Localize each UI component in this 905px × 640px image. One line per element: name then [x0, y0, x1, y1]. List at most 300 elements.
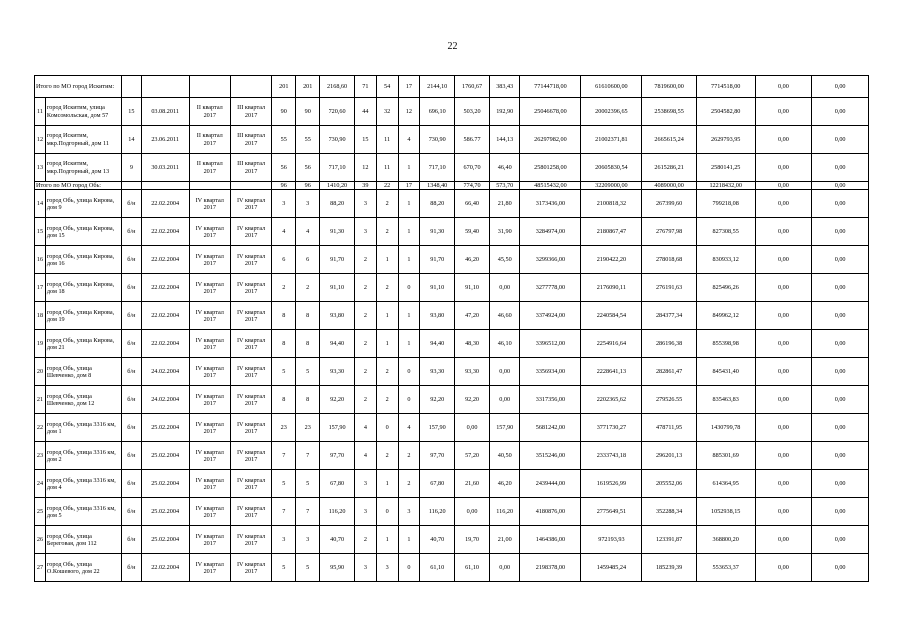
value-cell: 123391,87	[642, 526, 696, 554]
row-number-cell: 14	[35, 190, 46, 218]
value-cell: 0,00	[489, 554, 519, 582]
value-cell: 97,70	[420, 442, 455, 470]
value-cell: 2	[398, 442, 420, 470]
value-cell: 2	[355, 358, 377, 386]
value-cell: 5	[296, 358, 320, 386]
value-cell: 1	[398, 526, 420, 554]
value-cell: 46,20	[489, 470, 519, 498]
value-cell: 57,20	[455, 442, 490, 470]
value-cell: 32	[376, 98, 398, 126]
document-number-cell: б/н	[122, 470, 142, 498]
value-cell: 0,00	[812, 414, 869, 442]
address-cell: город Искитим, мкр.Подгорный, дом 11	[45, 126, 121, 154]
table-row	[35, 246, 869, 274]
total-value: 0,00	[812, 182, 869, 190]
value-cell: 478711,95	[642, 414, 696, 442]
document-number-cell: б/н	[122, 526, 142, 554]
value-cell: 1	[398, 246, 420, 274]
value-cell: 61,10	[455, 554, 490, 582]
row-number-cell: 21	[35, 386, 46, 414]
value-cell: 5	[296, 470, 320, 498]
end-quarter-cell: IV квартал 2017	[230, 498, 271, 526]
value-cell: 15	[355, 126, 377, 154]
value-cell: 5	[272, 554, 296, 582]
value-cell: 20605830,54	[581, 154, 642, 182]
start-quarter-cell: IV квартал 2017	[189, 274, 230, 302]
document-number-cell: б/н	[122, 442, 142, 470]
address-cell: город Обь, улица Кирова, дом 19	[45, 302, 121, 330]
value-cell: 0,00	[755, 302, 812, 330]
value-cell: 1	[398, 302, 420, 330]
value-cell: 0,00	[812, 330, 869, 358]
end-quarter-cell: IV квартал 2017	[230, 386, 271, 414]
start-quarter-cell: II квартал 2017	[189, 98, 230, 126]
table-row	[35, 498, 869, 526]
row-number-cell: 23	[35, 442, 46, 470]
table-row	[35, 414, 869, 442]
value-cell: 717,10	[420, 154, 455, 182]
value-cell: 0,00	[755, 554, 812, 582]
value-cell: 670,70	[455, 154, 490, 182]
value-cell: 6	[296, 246, 320, 274]
address-cell: город Обь, улица О.Кошевого, дом 22	[45, 554, 121, 582]
value-cell: 0,00	[812, 498, 869, 526]
value-cell: 2439444,00	[520, 470, 581, 498]
value-cell: 1459485,24	[581, 554, 642, 582]
total-value: 48515432,00	[520, 182, 581, 190]
empty-cell	[230, 182, 271, 190]
value-cell: 25046678,00	[520, 98, 581, 126]
value-cell: 185239,39	[642, 554, 696, 582]
address-cell: город Обь, улица 3316 км, дом 4	[45, 470, 121, 498]
empty-cell	[122, 76, 142, 98]
value-cell: 3	[355, 218, 377, 246]
table-row	[35, 330, 869, 358]
end-quarter-cell: IV квартал 2017	[230, 246, 271, 274]
document-date-cell: 25.02.2004	[141, 414, 189, 442]
total-value: 201	[272, 76, 296, 98]
value-cell: 720,60	[320, 98, 355, 126]
value-cell: 2100818,32	[581, 190, 642, 218]
value-cell: 55	[296, 126, 320, 154]
document-number-cell: б/н	[122, 302, 142, 330]
row-number-cell: 16	[35, 246, 46, 274]
value-cell: 116,20	[320, 498, 355, 526]
value-cell: 2	[376, 358, 398, 386]
address-cell: город Обь, улица Шевченко, дом 8	[45, 358, 121, 386]
value-cell: 885301,69	[696, 442, 755, 470]
value-cell: 0	[398, 386, 420, 414]
start-quarter-cell: IV квартал 2017	[189, 246, 230, 274]
value-cell: 0	[376, 414, 398, 442]
value-cell: 8	[272, 302, 296, 330]
value-cell: 26297982,00	[520, 126, 581, 154]
document-number-cell: б/н	[122, 554, 142, 582]
document-number-cell: б/н	[122, 498, 142, 526]
document-date-cell: 25.02.2004	[141, 526, 189, 554]
value-cell: 40,70	[320, 526, 355, 554]
value-cell: 7	[296, 442, 320, 470]
document-number-cell: 9	[122, 154, 142, 182]
end-quarter-cell: IV квартал 2017	[230, 442, 271, 470]
value-cell: 0,00	[812, 274, 869, 302]
value-cell: 0,00	[812, 470, 869, 498]
value-cell: 282861,47	[642, 358, 696, 386]
row-number-cell: 12	[35, 126, 46, 154]
value-cell: 92,20	[455, 386, 490, 414]
value-cell: 192,90	[489, 98, 519, 126]
value-cell: 91,70	[420, 246, 455, 274]
value-cell: 1	[398, 190, 420, 218]
value-cell: 2	[376, 218, 398, 246]
value-cell: 4	[272, 218, 296, 246]
table-row	[35, 274, 869, 302]
value-cell: 827308,55	[696, 218, 755, 246]
table-row	[35, 554, 869, 582]
address-cell: город Обь, улица 3316 км, дом 2	[45, 442, 121, 470]
value-cell: 67,80	[420, 470, 455, 498]
end-quarter-cell: IV квартал 2017	[230, 470, 271, 498]
document-date-cell: 03.08.2011	[141, 98, 189, 126]
value-cell: 0,00	[489, 386, 519, 414]
start-quarter-cell: IV квартал 2017	[189, 470, 230, 498]
value-cell: 21002371,81	[581, 126, 642, 154]
value-cell: 8	[296, 302, 320, 330]
value-cell: 2665615,24	[642, 126, 696, 154]
value-cell: 93,30	[455, 358, 490, 386]
total-value: 39	[355, 182, 377, 190]
value-cell: 3	[296, 526, 320, 554]
value-cell: 92,20	[420, 386, 455, 414]
value-cell: 855398,98	[696, 330, 755, 358]
table-row	[35, 358, 869, 386]
value-cell: 205552,06	[642, 470, 696, 498]
value-cell: 278018,68	[642, 246, 696, 274]
value-cell: 95,90	[320, 554, 355, 582]
total-value: 0,00	[755, 182, 812, 190]
value-cell: 2	[355, 386, 377, 414]
address-cell: город Обь, улица Кирова, дом 16	[45, 246, 121, 274]
start-quarter-cell: IV квартал 2017	[189, 386, 230, 414]
document-number-cell: б/н	[122, 274, 142, 302]
value-cell: 46,40	[489, 154, 519, 182]
total-label: Итого по МО город Обь:	[35, 182, 122, 190]
start-quarter-cell: II квартал 2017	[189, 126, 230, 154]
value-cell: 1	[376, 470, 398, 498]
value-cell: 503,20	[455, 98, 490, 126]
value-cell: 2254916,64	[581, 330, 642, 358]
total-value: 2144,10	[420, 76, 455, 98]
table-row	[35, 526, 869, 554]
value-cell: 267399,60	[642, 190, 696, 218]
value-cell: 2180867,47	[581, 218, 642, 246]
value-cell: 0,00	[812, 218, 869, 246]
value-cell: 0,00	[755, 526, 812, 554]
value-cell: 97,70	[320, 442, 355, 470]
value-cell: 91,10	[320, 274, 355, 302]
value-cell: 7	[296, 498, 320, 526]
table-row	[35, 302, 869, 330]
value-cell: 8	[272, 330, 296, 358]
total-value: 2168,60	[320, 76, 355, 98]
table-row	[35, 470, 869, 498]
document-date-cell: 23.06.2011	[141, 126, 189, 154]
row-number-cell: 24	[35, 470, 46, 498]
value-cell: 0,00	[812, 154, 869, 182]
address-cell: город Обь, улица Береговая, дом 112	[45, 526, 121, 554]
value-cell: 3771730,27	[581, 414, 642, 442]
start-quarter-cell: IV квартал 2017	[189, 498, 230, 526]
value-cell: 0,00	[812, 190, 869, 218]
value-cell: 3284974,00	[520, 218, 581, 246]
table-row	[35, 98, 869, 126]
value-cell: 55	[272, 126, 296, 154]
value-cell: 2	[355, 330, 377, 358]
value-cell: 7	[272, 442, 296, 470]
value-cell: 3	[272, 526, 296, 554]
value-cell: 3277778,00	[520, 274, 581, 302]
value-cell: 2504582,80	[696, 98, 755, 126]
housing-register-table	[34, 75, 869, 582]
value-cell: 3	[355, 554, 377, 582]
value-cell: 25801258,00	[520, 154, 581, 182]
value-cell: 0,00	[755, 498, 812, 526]
value-cell: 0	[398, 554, 420, 582]
address-cell: город Обь, улица Шевченко, дом 12	[45, 386, 121, 414]
total-value: 54	[376, 76, 398, 98]
end-quarter-cell: III квартал 2017	[230, 98, 271, 126]
value-cell: 3299366,00	[520, 246, 581, 274]
start-quarter-cell: IV квартал 2017	[189, 330, 230, 358]
end-quarter-cell: IV квартал 2017	[230, 302, 271, 330]
empty-cell	[230, 76, 271, 98]
value-cell: 46,20	[455, 246, 490, 274]
value-cell: 286196,38	[642, 330, 696, 358]
value-cell: 0,00	[755, 126, 812, 154]
address-cell: город Искитим, мкр.Подгорный, дом 13	[45, 154, 121, 182]
value-cell: 799218,08	[696, 190, 755, 218]
value-cell: 8	[296, 330, 320, 358]
value-cell: 20002396,65	[581, 98, 642, 126]
row-number-cell: 22	[35, 414, 46, 442]
value-cell: 12	[355, 154, 377, 182]
value-cell: 0,00	[755, 190, 812, 218]
empty-cell	[141, 182, 189, 190]
document-number-cell: б/н	[122, 386, 142, 414]
value-cell: 56	[272, 154, 296, 182]
total-value: 96	[296, 182, 320, 190]
document-date-cell: 22.02.2004	[141, 330, 189, 358]
value-cell: 144,13	[489, 126, 519, 154]
value-cell: 11	[376, 126, 398, 154]
value-cell: 88,20	[420, 190, 455, 218]
row-number-cell: 13	[35, 154, 46, 182]
value-cell: 47,20	[455, 302, 490, 330]
document-date-cell: 22.02.2004	[141, 302, 189, 330]
value-cell: 553653,37	[696, 554, 755, 582]
value-cell: 5	[296, 554, 320, 582]
start-quarter-cell: IV квартал 2017	[189, 526, 230, 554]
value-cell: 91,10	[455, 274, 490, 302]
total-value: 0,00	[755, 76, 812, 98]
value-cell: 5	[272, 470, 296, 498]
address-cell: город Обь, улица Кирова, дом 21	[45, 330, 121, 358]
total-value: 7819600,00	[642, 76, 696, 98]
value-cell: 2	[355, 246, 377, 274]
value-cell: 1619526,99	[581, 470, 642, 498]
value-cell: 2	[355, 274, 377, 302]
table-row	[35, 154, 869, 182]
value-cell: 2202365,62	[581, 386, 642, 414]
value-cell: 3	[376, 554, 398, 582]
document-number-cell: б/н	[122, 246, 142, 274]
start-quarter-cell: II квартал 2017	[189, 154, 230, 182]
value-cell: 40,70	[420, 526, 455, 554]
end-quarter-cell: IV квартал 2017	[230, 330, 271, 358]
total-value: 573,70	[489, 182, 519, 190]
total-value: 1410,20	[320, 182, 355, 190]
value-cell: 46,10	[489, 330, 519, 358]
document-date-cell: 30.03.2011	[141, 154, 189, 182]
value-cell: 5681242,00	[520, 414, 581, 442]
value-cell: 0,00	[755, 386, 812, 414]
value-cell: 116,20	[489, 498, 519, 526]
value-cell: 59,40	[455, 218, 490, 246]
value-cell: 91,10	[420, 274, 455, 302]
value-cell: 0,00	[455, 414, 490, 442]
value-cell: 0,00	[812, 358, 869, 386]
total-label: Итого по МО город Искитим:	[35, 76, 122, 98]
total-value: 12218432,00	[696, 182, 755, 190]
total-value: 17	[398, 182, 420, 190]
value-cell: 93,30	[320, 358, 355, 386]
value-cell: 2176090,11	[581, 274, 642, 302]
value-cell: 2	[376, 274, 398, 302]
value-cell: 4	[296, 218, 320, 246]
end-quarter-cell: III квартал 2017	[230, 126, 271, 154]
value-cell: 6	[272, 246, 296, 274]
value-cell: 1	[376, 246, 398, 274]
value-cell: 0,00	[812, 554, 869, 582]
value-cell: 21,00	[489, 526, 519, 554]
total-value: 201	[296, 76, 320, 98]
value-cell: 835463,83	[696, 386, 755, 414]
value-cell: 23	[296, 414, 320, 442]
table-row	[35, 386, 869, 414]
value-cell: 1	[376, 302, 398, 330]
start-quarter-cell: IV квартал 2017	[189, 302, 230, 330]
value-cell: 3173436,00	[520, 190, 581, 218]
value-cell: 0,00	[812, 126, 869, 154]
value-cell: 0,00	[812, 302, 869, 330]
document-date-cell: 22.02.2004	[141, 246, 189, 274]
total-value: 22	[376, 182, 398, 190]
value-cell: 93,30	[420, 358, 455, 386]
value-cell: 157,90	[489, 414, 519, 442]
total-value: 61610600,00	[581, 76, 642, 98]
value-cell: 157,90	[320, 414, 355, 442]
value-cell: 4	[355, 414, 377, 442]
value-cell: 1	[398, 154, 420, 182]
document-date-cell: 22.02.2004	[141, 554, 189, 582]
end-quarter-cell: IV квартал 2017	[230, 274, 271, 302]
value-cell: 0,00	[812, 526, 869, 554]
value-cell: 23	[272, 414, 296, 442]
value-cell: 3	[272, 190, 296, 218]
value-cell: 12	[398, 98, 420, 126]
value-cell: 91,70	[320, 246, 355, 274]
value-cell: 4180876,00	[520, 498, 581, 526]
value-cell: 56	[296, 154, 320, 182]
total-value: 4089000,00	[642, 182, 696, 190]
value-cell: 2538698,55	[642, 98, 696, 126]
value-cell: 586.77	[455, 126, 490, 154]
value-cell: 849962,12	[696, 302, 755, 330]
value-cell: 94,40	[320, 330, 355, 358]
value-cell: 5	[272, 358, 296, 386]
value-cell: 94,40	[420, 330, 455, 358]
value-cell: 1430799,78	[696, 414, 755, 442]
document-date-cell: 25.02.2004	[141, 442, 189, 470]
value-cell: 0,00	[755, 218, 812, 246]
end-quarter-cell: IV квартал 2017	[230, 218, 271, 246]
value-cell: 825496,26	[696, 274, 755, 302]
value-cell: 3356934,00	[520, 358, 581, 386]
value-cell: 2	[376, 442, 398, 470]
value-cell: 2240584,54	[581, 302, 642, 330]
row-number-cell: 11	[35, 98, 46, 126]
value-cell: 116,20	[420, 498, 455, 526]
total-value: 71	[355, 76, 377, 98]
value-cell: 48,30	[455, 330, 490, 358]
value-cell: 717,10	[320, 154, 355, 182]
value-cell: 2775649,51	[581, 498, 642, 526]
document-number-cell: б/н	[122, 218, 142, 246]
table-row	[35, 218, 869, 246]
value-cell: 352288,34	[642, 498, 696, 526]
total-value: 7714518,00	[696, 76, 755, 98]
value-cell: 61,10	[420, 554, 455, 582]
value-cell: 368800,20	[696, 526, 755, 554]
value-cell: 0,00	[812, 386, 869, 414]
value-cell: 0	[376, 498, 398, 526]
value-cell: 2	[296, 274, 320, 302]
value-cell: 45,50	[489, 246, 519, 274]
empty-cell	[141, 76, 189, 98]
document-number-cell: 14	[122, 126, 142, 154]
document-date-cell: 24.02.2004	[141, 386, 189, 414]
value-cell: 2615286,21	[642, 154, 696, 182]
value-cell: 93,80	[320, 302, 355, 330]
value-cell: 0,00	[812, 246, 869, 274]
value-cell: 730,90	[320, 126, 355, 154]
value-cell: 276191,63	[642, 274, 696, 302]
value-cell: 845431,40	[696, 358, 755, 386]
value-cell: 0,00	[755, 358, 812, 386]
value-cell: 157,90	[420, 414, 455, 442]
value-cell: 3	[398, 498, 420, 526]
total-row-iskitim	[35, 76, 869, 98]
table-row	[35, 190, 869, 218]
value-cell: 67,80	[320, 470, 355, 498]
value-cell: 284377,34	[642, 302, 696, 330]
value-cell: 0	[398, 274, 420, 302]
value-cell: 3396512,00	[520, 330, 581, 358]
value-cell: 296201,13	[642, 442, 696, 470]
value-cell: 2190422,20	[581, 246, 642, 274]
address-cell: город Искитим, улица Комсомольская, дом 57	[45, 98, 121, 126]
value-cell: 276797,98	[642, 218, 696, 246]
